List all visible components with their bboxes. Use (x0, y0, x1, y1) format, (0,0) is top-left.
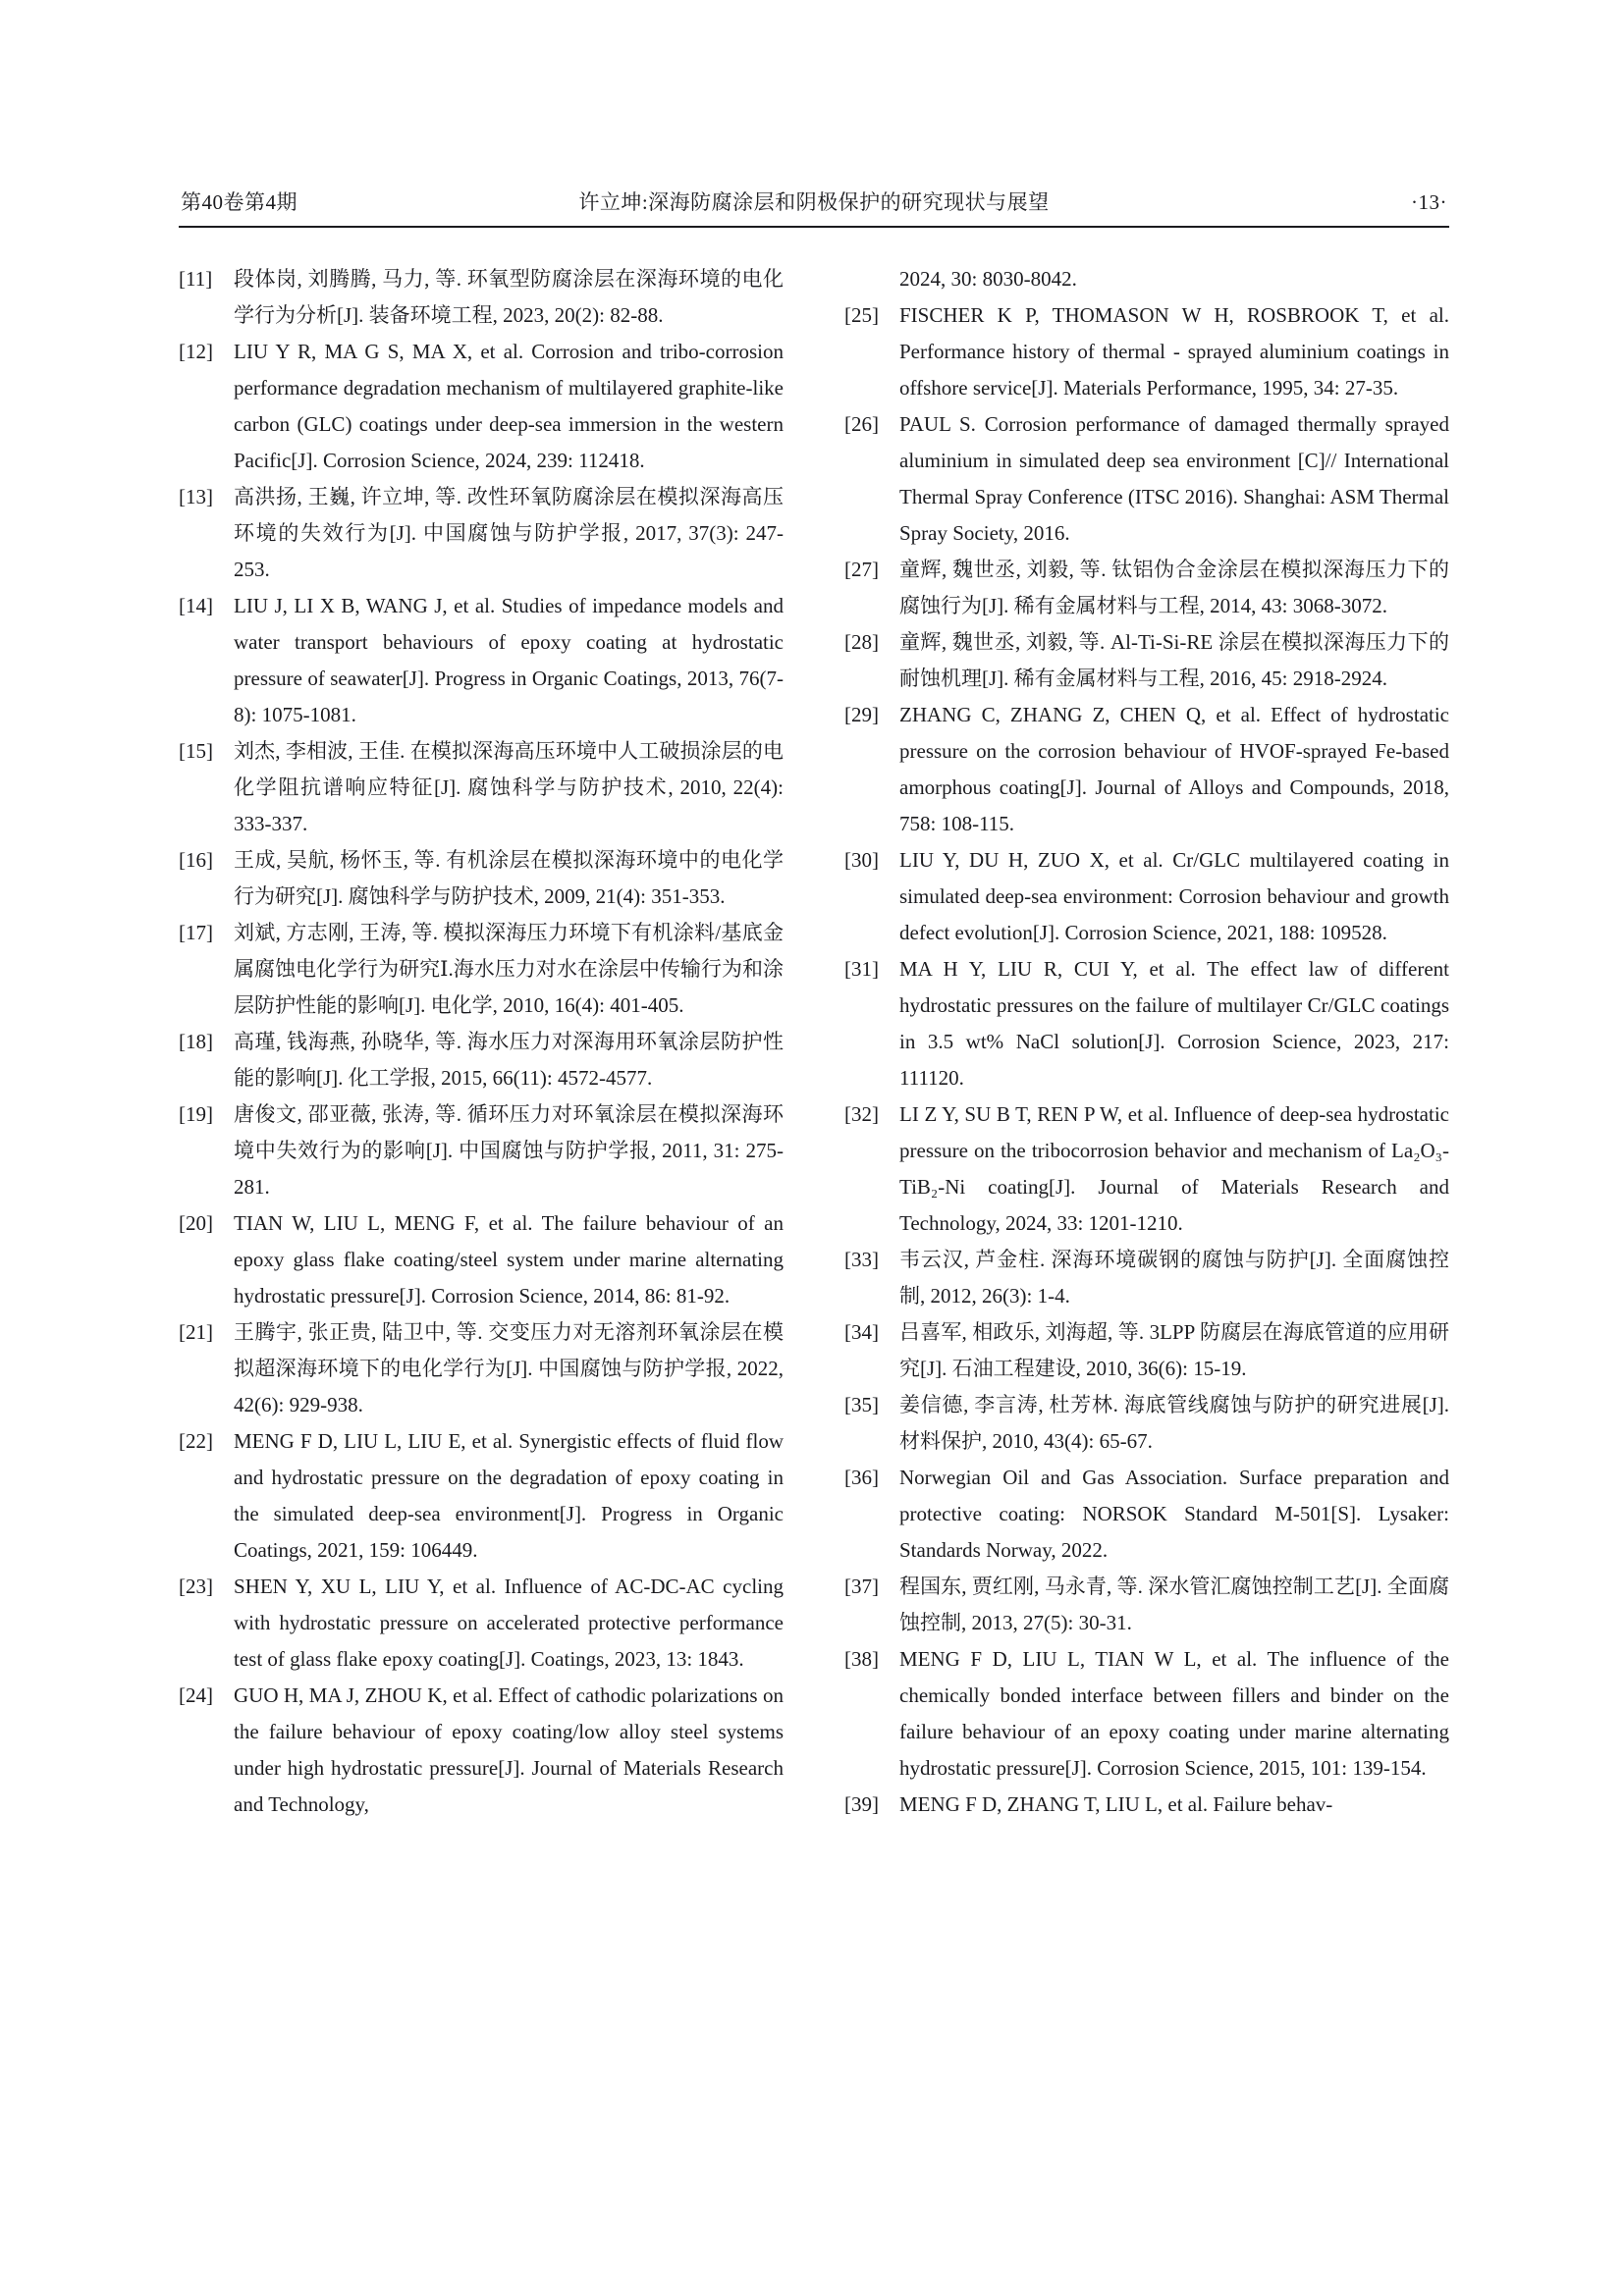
reference-number: [29] (844, 703, 879, 726)
reference-number: [37] (844, 1575, 879, 1598)
reference-text: LI Z Y, SU B T, REN P W, et al. Influence of deep-sea hydrostatic pressure on the tribocorrosion behavior and mechanism of La₂O₃-TiB₂-Ni coating[J]. Journal of Materials Research and Technology, 2024, 33: 1201-1210. (899, 1102, 1449, 1235)
reference-item (179, 261, 784, 334)
reference-item (179, 1678, 784, 1823)
reference-number: [12] (179, 340, 213, 363)
reference-number: [26] (844, 412, 879, 436)
reference-text: ZHANG C, ZHANG Z, CHEN Q, et al. Effect of hydrostatic pressure on the corrosion behaviour of HVOF-sprayed Fe-based amorphous coating[J]. Journal of Alloys and Compounds, 2018, 758: 108-115. (899, 703, 1449, 835)
reference-text: 程国东, 贾红刚, 马永青, 等. 深水管汇腐蚀控制工艺[J]. 全面腐蚀控制, 2013, 27(5): 30-31. (899, 1575, 1449, 1634)
reference-text: MENG F D, LIU L, TIAN W L, et al. The influence of the chemically bonded interface between fillers and binder on the failure behaviour of an epoxy coating under marine alternating hydrostatic pressure[J]. Corrosion Science, 2015, 101: 139-154. (899, 1647, 1449, 1780)
reference-number: [22] (179, 1429, 213, 1453)
reference-text: 唐俊文, 邵亚薇, 张涛, 等. 循环压力对环氧涂层在模拟深海环境中失效行为的影响[J]. 中国腐蚀与防护学报, 2011, 31: 275-281. (234, 1102, 784, 1199)
header-rule (179, 226, 1449, 228)
reference-text: LIU Y, DU H, ZUO X, et al. Cr/GLC multilayered coating in simulated deep-sea environment: Corrosion behaviour and growth defect evolution[J]. Corrosion Science, 2021, 188: 109528. (899, 848, 1449, 944)
reference-item (179, 1024, 784, 1096)
reference-text: Norwegian Oil and Gas Association. Surface preparation and protective coating: NORSOK Standard M-501[S]. Lysaker: Standards Norway, 2022. (899, 1466, 1449, 1562)
reference-number: [11] (179, 267, 213, 291)
reference-item (844, 1387, 1449, 1460)
reference-item (179, 733, 784, 842)
reference-item (844, 1242, 1449, 1314)
reference-text: TIAN W, LIU L, MENG F, et al. The failure behaviour of an epoxy glass flake coating/steel system under marine alternating hydrostatic pressure[J]. Corrosion Science, 2014, 86: 81-92. (234, 1211, 784, 1308)
reference-item (179, 334, 784, 479)
reference-item (179, 1423, 784, 1569)
reference-item (179, 1205, 784, 1314)
reference-number: [19] (179, 1102, 213, 1126)
reference-number: [28] (844, 630, 879, 654)
reference-number: [32] (844, 1102, 879, 1126)
reference-item (844, 552, 1449, 624)
reference-number: [15] (179, 739, 213, 763)
reference-number: [24] (179, 1683, 213, 1707)
reference-number: [23] (179, 1575, 213, 1598)
reference-text: 段体岗, 刘腾腾, 马力, 等. 环氧型防腐涂层在深海环境的电化学行为分析[J]. 装备环境工程, 2023, 20(2): 82-88. (234, 267, 784, 327)
reference-text: 高瑾, 钱海燕, 孙晓华, 等. 海水压力对深海用环氧涂层防护性能的影响[J]. 化工学报, 2015, 66(11): 4572-4577. (234, 1030, 784, 1090)
reference-text: LIU J, LI X B, WANG J, et al. Studies of impedance models and water transport behaviours of epoxy coating at hydrostatic pressure of seawater[J]. Progress in Organic Coatings, 2013, 76(7-8): 1075-1081. (234, 594, 784, 726)
reference-item (844, 1096, 1449, 1242)
reference-text: 王腾宇, 张正贵, 陆卫中, 等. 交变压力对无溶剂环氧涂层在模拟超深海环境下的电化学行为[J]. 中国腐蚀与防护学报, 2022, 42(6): 929-938. (234, 1320, 784, 1416)
reference-number: [25] (844, 303, 879, 327)
reference-number: [31] (844, 957, 879, 981)
reference-text: MENG F D, ZHANG T, LIU L, et al. Failure behav- (899, 1792, 1333, 1816)
reference-number: [14] (179, 594, 213, 617)
reference-number: [34] (844, 1320, 879, 1344)
reference-number (844, 261, 899, 297)
reference-item (179, 1096, 784, 1205)
reference-text: 姜信德, 李言涛, 杜芳林. 海底管线腐蚀与防护的研究进展[J]. 材料保护, 2010, 43(4): 65-67. (899, 1393, 1449, 1453)
running-title: 许立坤:深海防腐涂层和阴极保护的研究现状与展望 (578, 190, 1050, 214)
reference-item (844, 1460, 1449, 1569)
reference-item (179, 479, 784, 588)
reference-number: [17] (179, 921, 213, 944)
reference-text: SHEN Y, XU L, LIU Y, et al. Influence of AC-DC-AC cycling with hydrostatic pressure on accelerated protective performance test of glass flake epoxy coating[J]. Coatings, 2023, 13: 1843. (234, 1575, 784, 1671)
reference-text: MENG F D, LIU L, LIU E, et al. Synergistic effects of fluid flow and hydrostatic pressure on the degradation of epoxy coating in the simulated deep-sea environment[J]. Progress in Organic Coatings, 2021, 159: 106449. (234, 1429, 784, 1562)
reference-text: 韦云汉, 芦金柱. 深海环境碳钢的腐蚀与防护[J]. 全面腐蚀控制, 2012, 26(3): 1-4. (899, 1248, 1449, 1308)
reference-number: [21] (179, 1320, 213, 1344)
reference-text: FISCHER K P, THOMASON W H, ROSBROOK T, et al. Performance history of thermal - sprayed aluminium coatings in offshore service[J]. Materials Performance, 1995, 34: 27-35. (899, 303, 1449, 400)
reference-text: MA H Y, LIU R, CUI Y, et al. The effect law of different hydrostatic pressures on the failure of multilayer Cr/GLC coatings in 3.5 wt% NaCl solution[J]. Corrosion Science, 2023, 217: 111120. (899, 957, 1449, 1090)
reference-item (844, 406, 1449, 552)
reference-item (844, 842, 1449, 951)
reference-item (179, 915, 784, 1024)
reference-number: [18] (179, 1030, 213, 1053)
reference-text: 刘杰, 李相波, 王佳. 在模拟深海高压环境中人工破损涂层的电化学阻抗谱响应特征[J]. 腐蚀科学与防护技术, 2010, 22(4): 333-337. (234, 739, 784, 835)
references-section (179, 261, 1449, 1823)
volume-issue: 第40卷第4期 (181, 190, 298, 214)
references-column-left (179, 261, 784, 1823)
reference-text: 吕喜军, 相政乐, 刘海超, 等. 3LPP 防腐层在海底管道的应用研究[J]. 石油工程建设, 2010, 36(6): 15-19. (899, 1320, 1449, 1380)
reference-number: [30] (844, 848, 879, 872)
reference-text: 王成, 吴航, 杨怀玉, 等. 有机涂层在模拟深海环境中的电化学行为研究[J]. 腐蚀科学与防护技术, 2009, 21(4): 351-353. (234, 848, 784, 908)
page-header (179, 187, 1449, 226)
reference-number: [13] (179, 485, 213, 508)
reference-text: 童辉, 魏世丞, 刘毅, 等. Al-Ti-Si-RE 涂层在模拟深海压力下的耐蚀机理[J]. 稀有金属材料与工程, 2016, 45: 2918-2924. (899, 630, 1449, 690)
reference-item (844, 1641, 1449, 1787)
reference-item (179, 1569, 784, 1678)
reference-number: [20] (179, 1211, 213, 1235)
reference-number: [27] (844, 558, 879, 581)
reference-number: [36] (844, 1466, 879, 1489)
reference-number: [39] (844, 1792, 879, 1816)
reference-text: GUO H, MA J, ZHOU K, et al. Effect of cathodic polarizations on the failure behaviour of epoxy coating/low alloy steel systems under high hydrostatic pressure[J]. Journal of Materials Research and Technology, (234, 1683, 784, 1816)
reference-text: 高洪扬, 王巍, 许立坤, 等. 改性环氧防腐涂层在模拟深海高压环境的失效行为[J]. 中国腐蚀与防护学报, 2017, 37(3): 247-253. (234, 485, 784, 581)
reference-item (844, 624, 1449, 697)
reference-text: 童辉, 魏世丞, 刘毅, 等. 钛铝伪合金涂层在模拟深海压力下的腐蚀行为[J]. 稀有金属材料与工程, 2014, 43: 3068-3072. (899, 558, 1449, 617)
reference-item (844, 297, 1449, 406)
references-column-right (844, 261, 1449, 1823)
reference-text: LIU Y R, MA G S, MA X, et al. Corrosion and tribo-corrosion performance degradation mechanism of multilayered graphite-like carbon (GLC) coatings under deep-sea immersion in the western Pacific[J]. Corrosion Science, 2024, 239: 112418. (234, 340, 784, 472)
reference-item (844, 1314, 1449, 1387)
reference-item (179, 842, 784, 915)
reference-text: 刘斌, 方志刚, 王涛, 等. 模拟深海压力环境下有机涂料/基底金属腐蚀电化学行为研究Ⅰ.海水压力对水在涂层中传输行为和涂层防护性能的影响[J]. 电化学, 2010, 16(4): 401-405. (234, 921, 784, 1017)
reference-text: PAUL S. Corrosion performance of damaged thermally sprayed aluminium in simulated deep sea environment [C]// International Thermal Spray Conference (ITSC 2016). Shanghai: ASM Thermal Spray Society, 2016. (899, 412, 1449, 545)
page-number: ·13· (1411, 190, 1447, 214)
reference-item (179, 588, 784, 733)
reference-number: [38] (844, 1647, 879, 1671)
reference-number: [35] (844, 1393, 879, 1416)
reference-number: [33] (844, 1248, 879, 1271)
reference-item (844, 1569, 1449, 1641)
reference-item (179, 1314, 784, 1423)
reference-item (844, 261, 1449, 297)
reference-text: 2024, 30: 8030-8042. (899, 267, 1077, 291)
reference-item (844, 697, 1449, 842)
reference-item (844, 1787, 1449, 1823)
reference-number: [16] (179, 848, 213, 872)
reference-item (844, 951, 1449, 1096)
